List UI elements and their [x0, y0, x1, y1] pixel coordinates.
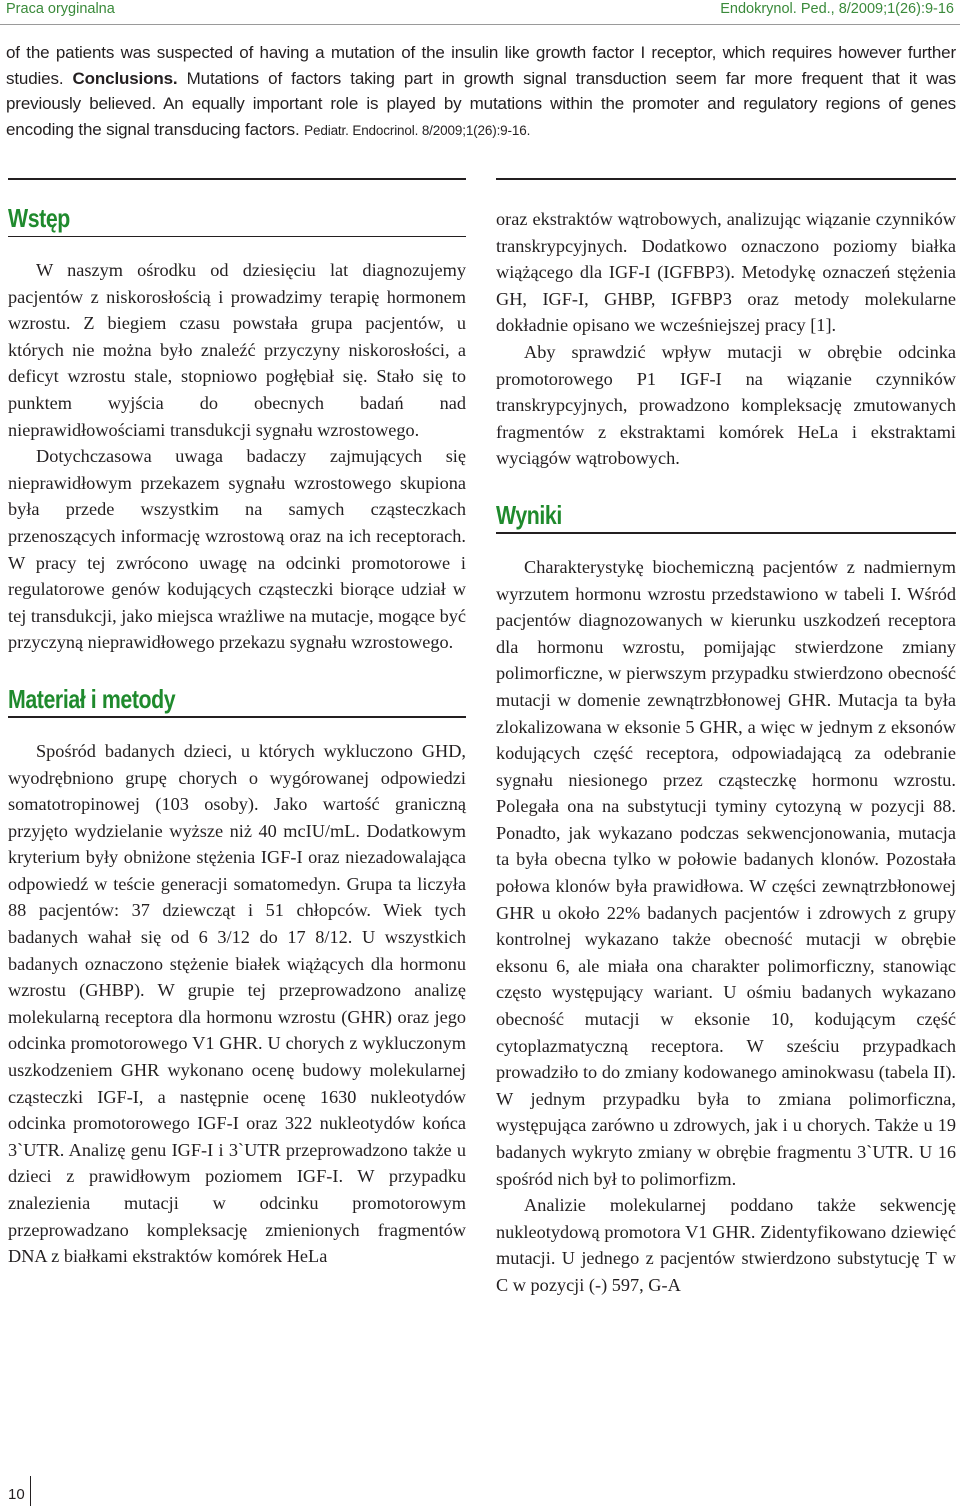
left-column: [8, 201, 466, 1270]
page-number-box: [0, 1476, 30, 1506]
paragraph: Spośród badanych dzieci, u których wykluczono GHD, wyodrębniono grupę chorych o wygórowanej odpowiedzi somatotropinowej (103 osoby). Jako wartość graniczną przyjęto wydzielanie wyższe niż 40 mcIU/mL. Dodatkowym kryterium były obniżone stężenia IGF-I oraz niezadowalająca odpowiedź w teście generacji somatomedyn. Grupa ta liczyła 88 pacjentów: 37 dziewcząt i 51 chłopców. Wiek tych badanych wahał się od 6 3/12 do 17 8/12. U wszystkich badanych oznaczono stężenie białek wiążących dla hormonu wzrostu (GHBP). W grupie tej przeprowadzono analizę molekularną receptora dla hormonu wzrostu (GHR) oraz jego odcinka promotorowego V1 GHR. U chorych z wykluczonym uszkodzeniem GHR wykonano ocenę budowy molekularnej cząsteczki IGF-I, a następnie ocenę 1630 nukleotydów odcinka promotorowego IGF-I oraz 322 nukleotydów końca 3`UTR. Analizę genu IGF-I i 3`UTR przeprowadzono także u dzieci z prawidłowym poziomem IGF-I. W przypadku znalezienia mutacji w odcinku promotorowym przeprowadzano kompleksację zmienionych fragmentów DNA z białkami ekstraktów komórek HeLa: [8, 740, 466, 1267]
header-rule: [0, 24, 960, 25]
abstract-citation: Pediatr. Endocrinol. 8/2009;1(26):9-16.: [304, 122, 531, 138]
header-section-label: Praca oryginalna: [6, 1, 115, 17]
heading-rule: [8, 236, 466, 238]
page-number-rule: [30, 1476, 31, 1506]
abstract-english: [6, 40, 956, 143]
abstract-results-text: of the patients was suspected of having a mutation of the insulin like growth factor I receptor, which requires however further studies.: [6, 43, 956, 88]
paragraph: oraz ekstraktów wątrobowych, analizując wiązanie czynników transkrypcyjnych. Dodatkowo oznaczono poziomy białka wiążącego dla IGF-I (IGFBP3). Metodykę oznaczeń stężenia GH, IGF-I, GHBP, IGFBP3 oraz metody molekularne dokładnie opisano we wcześniejszej pracy [1].: [496, 209, 956, 336]
right-column: [496, 206, 956, 1299]
paragraph: Analizie molekularnej poddano także sekwencję nukleotydową promotora V1 GHR. Zidentyfikowano dziewięć mutacji. U jednego z pacjentów stwierdzono substytucję T w C w pozycji (-) 597, G-A: [496, 1195, 956, 1295]
section-heading-wstep: [8, 201, 466, 257]
paragraph: Aby sprawdzić wpływ mutacji w obrębie odcinka promotorowego P1 IGF-I na wiązanie czynników transkrypcyjnych, prowadzono kompleksację zmutowanych fragmentów z ekstraktami komórek HeLa i ekstraktami wyciągów wątrobowych.: [496, 341, 956, 469]
paragraph: W naszym ośrodku od dziesięciu lat diagnozujemy pacjentów z niskorosłością i prowadzimy terapię hormonem wzrostu. Z biegiem czasu powstała grupa pacjentów, u których nie można było znaleźć przyczyny niskorosłości, a deficyt wzrostu stale, stopniowo pogłębiał się. Stało się to punktem wyjścia do obecnych badań nad nieprawidłowościami transdukcji sygnału wzrostowego.: [8, 260, 466, 440]
heading-rule: [496, 532, 956, 534]
section-title: Wstęp: [8, 201, 75, 235]
header-journal-citation: Endokrynol. Ped., 8/2009;1(26):9-16: [720, 1, 954, 17]
section-divider-left: [8, 178, 466, 180]
section-title: Materiał i metody: [8, 682, 180, 716]
section-title: Wyniki: [496, 498, 567, 532]
page-number: 10: [8, 1486, 25, 1503]
section-divider-right: [496, 178, 956, 180]
section-heading-wyniki: [496, 498, 956, 554]
conclusions-label: Conclusions.: [72, 68, 178, 88]
paragraph: Dotychczasowa uwaga badaczy zajmujących się nieprawidłowym przekazem sygnału wzrostowego skupiona była przede wszystkim na samych cząsteczkach przenoszących informację wzrostową oraz na ich receptorach. W pracy tej zwrócono uwagę na odcinki promotorowe i regulatorowe genów kodujących cząsteczki biorące udział w tej transdukcji, jako miejsca wrażliwe na mutacje, mogące być przyczyną nieprawidłowego przekazu sygnału wzrostowego.: [8, 446, 466, 653]
paragraph: Charakterystykę biochemiczną pacjentów z nadmiernym wyrzutem hormonu wzrostu przedstawiono w tabeli I. Wśród pacjentów diagnozowanych w kierunku uszkodzeń receptora dla hormonu wzrostu, pomijając stwierdzone zmiany polimorficzne, w pierwszym przypadku stwierdzono obecność mutacji w domenie zewnątrzbłonowej GHR. Mutacja ta była zlokalizowana w eksonie 5 GHR, a więc w jednym z eksonów kodujących część receptora, odpowiadającą za odebranie sygnału niesionego przez cząsteczkę hormonu wzrostu. Polegała ona na substytucji tyminy cytozyną w pozycji 88. Ponadto, jak wykazano podczas sekwencjonowania, mutacja ta była obecna tylko w połowie badanych klonów. Pozostała połowa klonów była prawidłowa. W części zewnątrzbłonowej GHR u około 22% badanych pacjentów i zdrowych z grupy kontrolnej wykazano także obecność mutacji w obrębie eksonu 6, ale miała ona charakter polimorficzny, stanowiąc często występujący wariant. U ośmiu badanych wykazano obecność mutacji w eksonie 10, kodującym część cytoplazmatyczną receptora. W sześciu przypadkach prowadziło to do zmiany kodowanego aminokwasu (tabela II). W jednym przypadku była to zmiana polimorficzna, występująca zarówno u zdrowych, jak i u chorych. Także u 19 badanych wykryto zmiany w obrębie fragmentu 3`UTR. U 16 spośród nich był to polimorfizm.: [496, 556, 956, 1189]
running-header: [0, 0, 960, 26]
section-heading-materialy: [8, 682, 466, 738]
heading-rule: [8, 716, 466, 718]
abstract-conclusions-text: Mutations of factors taking part in growth signal transduction seem far more frequent that it was previously believed. An equally important role is played by mutations within the promoter and regulatory regions of genes encoding the signal transducing factors.: [6, 68, 957, 139]
